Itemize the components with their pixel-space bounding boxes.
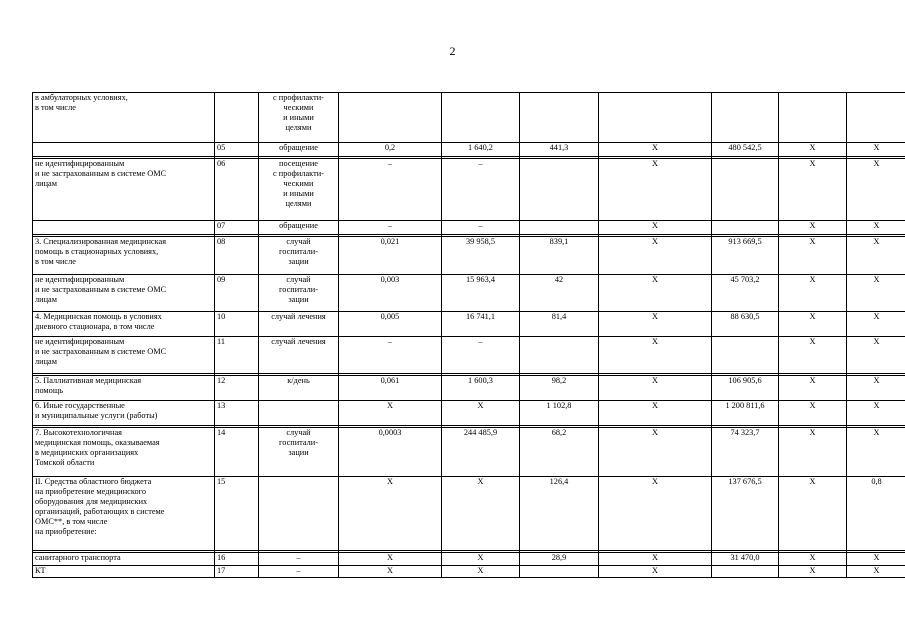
table-row — [33, 376, 905, 401]
cell-col8: X — [847, 376, 905, 401]
cell-name-line: и не застрахованным в системе ОМС — [35, 169, 167, 178]
cell-col7: X — [779, 143, 847, 157]
cell-name — [33, 566, 215, 578]
cell-name-line: и муниципальные услуги (работы) — [35, 411, 158, 420]
cell-col5: X — [599, 401, 712, 426]
cell-name-line: ОМС**, в том числе — [35, 517, 108, 526]
cell-col8: X — [847, 143, 905, 157]
cell-norm: X — [339, 553, 442, 566]
cell-unit-line: обращение — [279, 143, 318, 152]
cell-unit — [259, 376, 339, 401]
cell-col8: X — [847, 312, 905, 337]
cell-name-line: на приобретение: — [35, 527, 97, 536]
cell-name — [33, 553, 215, 566]
cell-cost: 1 600,3 — [442, 376, 520, 401]
cell-total: 88 630,5 — [712, 312, 779, 337]
cell-col5: X — [599, 376, 712, 401]
cell-col5: X — [599, 477, 712, 551]
cell-code: 16 — [215, 553, 259, 566]
cell-total: 137 676,5 — [712, 477, 779, 551]
cell-name-line: не идентифицированным — [35, 275, 125, 284]
cell-unit-line: – — [296, 553, 301, 562]
cell-code: 08 — [215, 237, 259, 275]
cell-total — [712, 221, 779, 235]
cell-amount — [520, 221, 599, 235]
cell-amount: 839,1 — [520, 237, 599, 275]
cell-unit — [259, 428, 339, 477]
cell-col7: X — [779, 275, 847, 312]
cell-name — [33, 93, 215, 143]
cell-amount: 98,2 — [520, 376, 599, 401]
cell-norm: 0,061 — [339, 376, 442, 401]
cell-unit-line: – — [296, 566, 301, 575]
cell-norm: – — [339, 337, 442, 374]
cell-unit-line: и иными — [283, 113, 314, 122]
cell-col8: X — [847, 428, 905, 477]
page-number: 2 — [449, 44, 456, 58]
cell-col5: X — [599, 275, 712, 312]
table-row — [33, 143, 905, 157]
cell-total: 106 905,6 — [712, 376, 779, 401]
cell-col8: X — [847, 275, 905, 312]
cell-name — [33, 337, 215, 374]
cell-unit — [259, 237, 339, 275]
cell-unit-line: зации — [288, 295, 309, 304]
cell-name-line: не идентифицированным — [35, 337, 125, 346]
cell-cost: 244 485,9 — [442, 428, 520, 477]
cell-name-line: 3. Специализированная медицинская — [35, 237, 167, 246]
cell-cost: X — [442, 553, 520, 566]
table-row — [33, 221, 905, 235]
cell-name — [33, 376, 215, 401]
cell-code: 13 — [215, 401, 259, 426]
cell-name-line: 5. Паллиативная медицинская — [35, 376, 142, 385]
cell-amount — [520, 159, 599, 221]
cell-norm: X — [339, 566, 442, 578]
cell-col7: X — [779, 159, 847, 221]
cell-norm: 0,2 — [339, 143, 442, 157]
cell-total: 31 470,0 — [712, 553, 779, 566]
cell-col7: X — [779, 221, 847, 235]
cell-unit-line: с профилакти- — [273, 169, 324, 178]
cell-unit — [259, 312, 339, 337]
cell-code: 14 — [215, 428, 259, 477]
cell-code: 12 — [215, 376, 259, 401]
cell-unit-line: посещение — [279, 159, 318, 168]
table-row — [33, 428, 905, 477]
cell-col7: X — [779, 312, 847, 337]
cell-name — [33, 401, 215, 426]
cell-col7: X — [779, 553, 847, 566]
cell-col8: X — [847, 237, 905, 275]
cell-unit-line: случай — [286, 428, 311, 437]
cell-col7: X — [779, 401, 847, 426]
cell-unit — [259, 337, 339, 374]
cell-name — [33, 428, 215, 477]
cell-norm: – — [339, 159, 442, 221]
cell-amount: 126,4 — [520, 477, 599, 551]
cell-col5: X — [599, 566, 712, 578]
cell-col5: X — [599, 221, 712, 235]
cell-unit-line: с профилакти- — [273, 93, 324, 102]
cell-unit-line: и иными — [283, 189, 314, 198]
cell-col8: X — [847, 566, 905, 578]
cell-unit — [259, 477, 339, 551]
cell-amount: 81,4 — [520, 312, 599, 337]
table-row — [33, 553, 905, 566]
cell-name — [33, 143, 215, 157]
cell-amount: 68,2 — [520, 428, 599, 477]
cell-total: 45 703,2 — [712, 275, 779, 312]
cell-col7: X — [779, 376, 847, 401]
cell-total: 480 542,5 — [712, 143, 779, 157]
cell-amount — [520, 93, 599, 143]
cell-name-line: организаций, работающих в системе — [35, 507, 165, 516]
cell-name-line: не идентифицированным — [35, 159, 125, 168]
cell-name-line: оборудования для медицинских — [35, 497, 148, 506]
cell-name-line: КТ — [35, 566, 46, 575]
table-row — [33, 337, 905, 374]
cell-name-line: 6. Иные государственные — [35, 401, 125, 410]
cell-name-line: Томской области — [35, 458, 95, 467]
cell-name-line: II. Средства областного бюджета — [35, 477, 152, 486]
table-row — [33, 566, 905, 578]
cell-unit-line: к/день — [287, 376, 310, 385]
cell-col7: X — [779, 477, 847, 551]
cell-cost: 15 963,4 — [442, 275, 520, 312]
cell-amount: 28,9 — [520, 553, 599, 566]
cell-col8: X — [847, 159, 905, 221]
cell-cost: – — [442, 337, 520, 374]
cell-code: 06 — [215, 159, 259, 221]
cell-code: 15 — [215, 477, 259, 551]
cell-norm: X — [339, 477, 442, 551]
cell-unit-line: ческими — [283, 103, 314, 112]
cell-code: 07 — [215, 221, 259, 235]
cell-unit-line: случай лечения — [271, 337, 326, 346]
cell-unit-line: целями — [285, 199, 312, 208]
cell-unit — [259, 93, 339, 143]
table-row — [33, 159, 905, 221]
cell-name — [33, 237, 215, 275]
cell-col8: X — [847, 401, 905, 426]
cell-amount: 441,3 — [520, 143, 599, 157]
cell-amount — [520, 566, 599, 578]
cell-code: 09 — [215, 275, 259, 312]
cell-total: 1 200 811,6 — [712, 401, 779, 426]
cell-cost: 1 640,2 — [442, 143, 520, 157]
cell-col7: X — [779, 337, 847, 374]
cell-total — [712, 337, 779, 374]
cell-name-line: лицам — [35, 179, 57, 188]
cell-col5: X — [599, 553, 712, 566]
table-row — [33, 312, 905, 337]
cell-total: 913 669,5 — [712, 237, 779, 275]
cell-code: 10 — [215, 312, 259, 337]
cell-amount: 1 102,8 — [520, 401, 599, 426]
cell-col7 — [779, 93, 847, 143]
table-body — [33, 93, 905, 578]
cell-col7: X — [779, 237, 847, 275]
cell-unit-line: госпитали- — [279, 438, 318, 447]
cell-cost: X — [442, 477, 520, 551]
cell-cost: 39 958,5 — [442, 237, 520, 275]
cell-col8: X — [847, 553, 905, 566]
cell-col8: X — [847, 337, 905, 374]
data-table — [32, 92, 905, 578]
cell-name — [33, 477, 215, 551]
cell-name — [33, 221, 215, 235]
cell-name-line: в медицинских организациях — [35, 448, 139, 457]
cell-name-line: 4. Медицинская помощь в условиях — [35, 312, 162, 321]
cell-total — [712, 566, 779, 578]
cell-cost — [442, 93, 520, 143]
cell-unit-line: зации — [288, 448, 309, 457]
cell-cost: – — [442, 159, 520, 221]
table-row — [33, 275, 905, 312]
cell-total — [712, 159, 779, 221]
cell-col5: X — [599, 143, 712, 157]
cell-name-line: и не застрахованным в системе ОМС — [35, 347, 167, 356]
table-row — [33, 401, 905, 426]
cell-cost: 16 741,1 — [442, 312, 520, 337]
cell-code: 05 — [215, 143, 259, 157]
cell-col8: 0,8 — [847, 477, 905, 551]
cell-unit — [259, 159, 339, 221]
cell-name — [33, 275, 215, 312]
cell-norm: – — [339, 221, 442, 235]
cell-name — [33, 312, 215, 337]
cell-total — [712, 93, 779, 143]
cell-name-line: в том числе — [35, 257, 76, 266]
cell-name-line: лицам — [35, 357, 57, 366]
cell-col5 — [599, 93, 712, 143]
cell-name-line: в том числе — [35, 103, 76, 112]
cell-col5: X — [599, 428, 712, 477]
cell-unit-line: госпитали- — [279, 285, 318, 294]
cell-unit-line: случай — [286, 237, 311, 246]
cell-name-line: медицинская помощь, оказываемая — [35, 438, 160, 447]
cell-norm: 0,021 — [339, 237, 442, 275]
cell-unit — [259, 221, 339, 235]
cell-name — [33, 159, 215, 221]
cell-unit-line: случай — [286, 275, 311, 284]
cell-unit-line: целями — [285, 123, 312, 132]
cell-name-line: в амбулаторных условиях, — [35, 93, 128, 102]
cell-col7: X — [779, 566, 847, 578]
cell-unit — [259, 553, 339, 566]
cell-code — [215, 93, 259, 143]
cell-col5: X — [599, 337, 712, 374]
table-row — [33, 477, 905, 551]
cell-name-line: и не застрахованным в системе ОМС — [35, 285, 167, 294]
cell-unit-line: госпитали- — [279, 247, 318, 256]
cell-col7: X — [779, 428, 847, 477]
cell-cost: – — [442, 221, 520, 235]
cell-name-line: санитарного транспорта — [35, 553, 121, 562]
cell-unit-line: зации — [288, 257, 309, 266]
cell-unit-line: ческими — [283, 179, 314, 188]
cell-col8 — [847, 93, 905, 143]
cell-name-line: дневного стационара, в том числе — [35, 322, 155, 331]
cell-name-line: лицам — [35, 295, 57, 304]
cell-col5: X — [599, 237, 712, 275]
cell-norm: 0,0003 — [339, 428, 442, 477]
cell-cost: X — [442, 566, 520, 578]
cell-amount — [520, 337, 599, 374]
table-row — [33, 237, 905, 275]
cell-unit-line: случай лечения — [271, 312, 326, 321]
cell-cost: X — [442, 401, 520, 426]
cell-unit — [259, 566, 339, 578]
cell-name-line: помощь в стационарных условиях, — [35, 247, 159, 256]
cell-unit-line: обращение — [279, 221, 318, 230]
cell-name-line: 7. Высокотехнологичная — [35, 428, 122, 437]
cell-unit — [259, 275, 339, 312]
cell-norm: 0,005 — [339, 312, 442, 337]
cell-unit — [259, 143, 339, 157]
cell-code: 11 — [215, 337, 259, 374]
cell-col5: X — [599, 159, 712, 221]
cell-name-line: на приобретение медицинского — [35, 487, 146, 496]
cell-norm: X — [339, 401, 442, 426]
cell-col8: X — [847, 221, 905, 235]
table-row — [33, 93, 905, 143]
cell-amount: 42 — [520, 275, 599, 312]
cell-code: 17 — [215, 566, 259, 578]
cell-unit — [259, 401, 339, 426]
cell-norm: 0,003 — [339, 275, 442, 312]
cell-total: 74 323,7 — [712, 428, 779, 477]
cell-norm — [339, 93, 442, 143]
cell-col5: X — [599, 312, 712, 337]
cell-name-line: помощь — [35, 386, 64, 395]
